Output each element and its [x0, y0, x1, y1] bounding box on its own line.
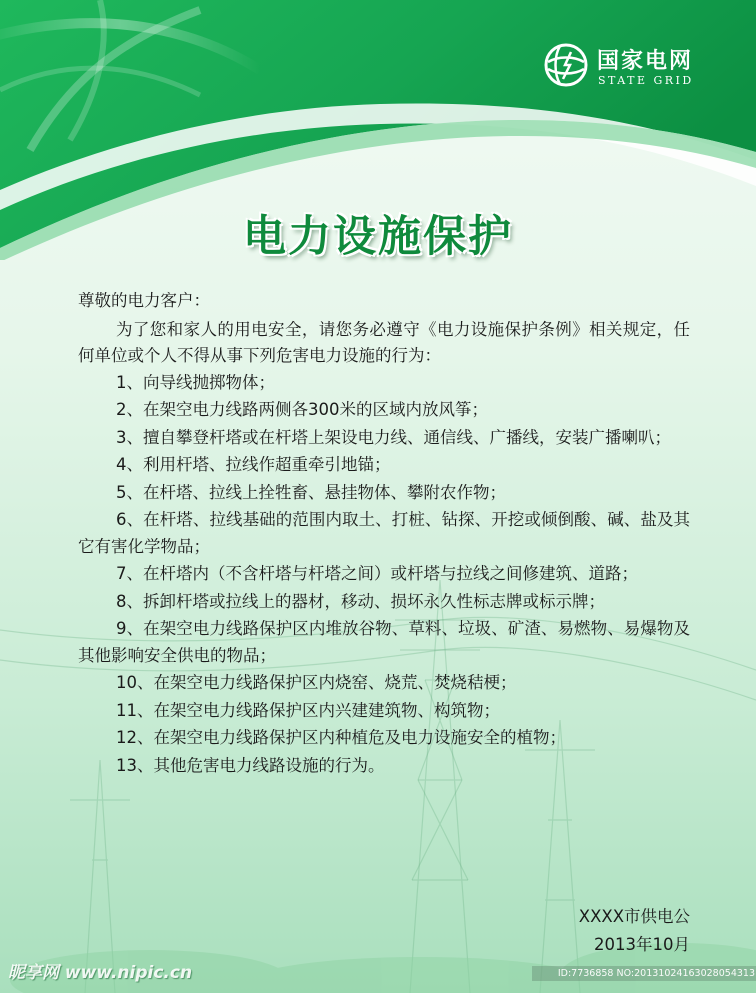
list-item: 10、在架空电力线路保护区内烧窑、烧荒、焚烧秸梗； — [116, 673, 517, 692]
list-item: 1、向导线抛掷物体； — [116, 372, 275, 392]
page-title: 电力设施保护 — [243, 212, 513, 262]
intro-paragraph: 为了您和家人的用电安全，请您务必遵守《电力设施保护条例》相关规定，任何单位或个人不得从事下列危害电力设施的行为： — [78, 319, 690, 365]
site-watermark: 昵享网 www.nipic.cn — [8, 963, 193, 983]
state-grid-globe-icon — [543, 42, 589, 88]
list-item: 4、利用杆塔、拉线作超重牵引地锚； — [116, 455, 391, 474]
list-item: 7、在杆塔内（不含杆塔与杆塔之间）或杆塔与拉线之间修建筑、道路； — [116, 564, 638, 583]
list-item: 11、在架空电力线路保护区内兴建建筑物、构筑物； — [116, 700, 500, 720]
brand-name-cn: 国家电网 — [597, 49, 694, 74]
state-grid-logo — [543, 42, 713, 94]
image-id-watermark: ID:7736858 NO:20131024163028054313 — [532, 966, 756, 981]
list-item: 6、在杆塔、拉线基础的范围内取土、打桩、钻探、开挖或倾倒酸、碱、盐及其它有害化学物品； — [78, 510, 690, 556]
list-item: 2、在架空电力线路两侧各300米的区域内放风筝； — [116, 400, 488, 419]
brand-name-en: STATE GRID — [598, 74, 694, 87]
signature-organization: XXXX市供电公 — [578, 907, 690, 926]
list-item: 12、在架空电力线路保护区内种植危及电力设施安全的植物； — [116, 728, 566, 747]
list-item: 13、其他危害电力线路设施的行为。 — [116, 755, 385, 775]
list-item: 5、在杆塔、拉线上拴牲畜、悬挂物体、攀附农作物； — [116, 482, 506, 502]
list-item: 9、在架空电力线路保护区内堆放谷物、草料、垃圾、矿渣、易燃物、易爆物及其他影响安全供电的物品； — [78, 619, 690, 665]
signature-block — [520, 903, 690, 959]
list-item: 3、擅自攀登杆塔或在杆塔上架设电力线、通信线、广播线，安装广播喇叭； — [116, 427, 671, 447]
greeting: 尊敬的电力客户： — [78, 291, 210, 310]
list-item: 8、拆卸杆塔或拉线上的器材，移动、损坏永久性标志牌或标示牌； — [116, 591, 605, 611]
signature-date: 2013年10月 — [594, 935, 690, 954]
notice-body — [78, 288, 690, 780]
